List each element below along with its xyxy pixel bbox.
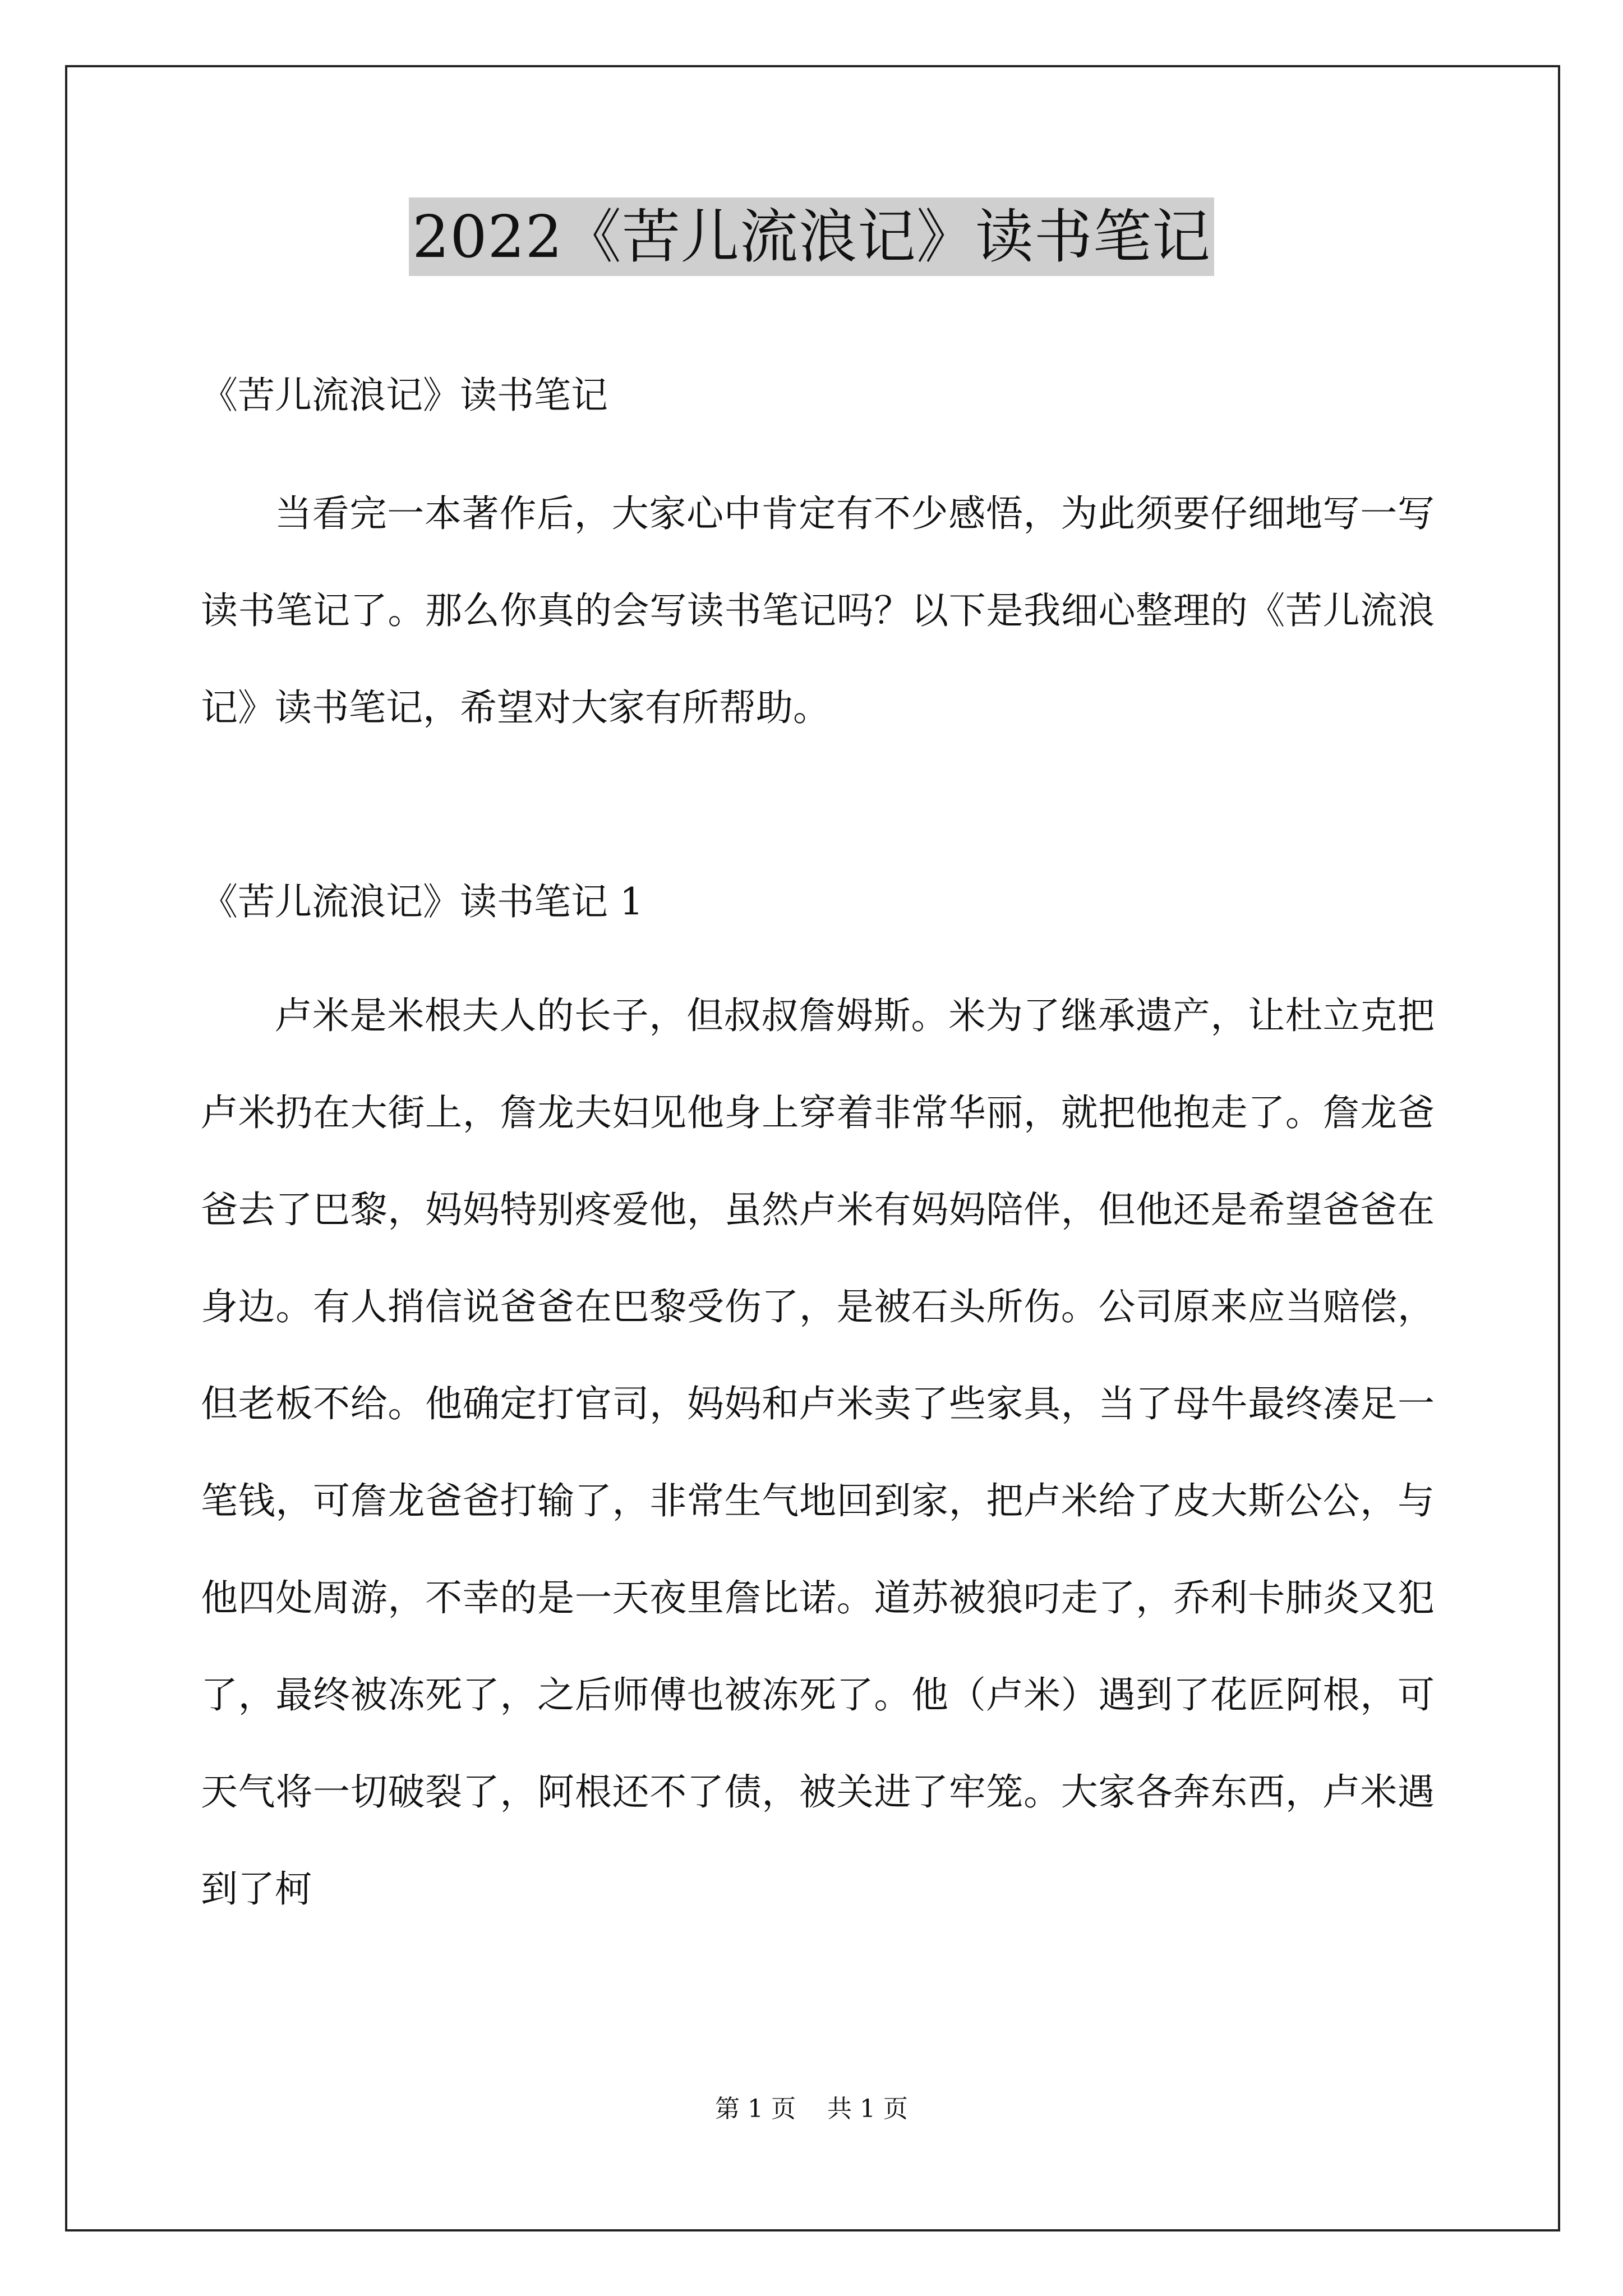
intro-paragraph: 当看完一本著作后，大家心中肯定有不少感悟，为此须要仔细地写一写读书笔记了。那么你真的会写读书笔记吗？以下是我细心整理的《苦儿流浪记》读书笔记，希望对大家有所帮助。 (201, 492, 1435, 729)
section-heading: 《苦儿流浪记》读书笔记 1 (201, 880, 643, 923)
page-footer: 第 1 页 共 1 页 (715, 2095, 908, 2123)
document-subtitle: 《苦儿流浪记》读书笔记 (201, 374, 608, 417)
title-container (0, 197, 1623, 276)
paragraph-gap (201, 756, 1435, 853)
document-body (201, 347, 1435, 1938)
section-paragraph: 卢米是米根夫人的长子，但叔叔詹姆斯。米为了继承遗产，让杜立克把卢米扔在大街上，詹龙夫妇见他身上穿着非常华丽，就把他抱走了。詹龙爸爸去了巴黎，妈妈特别疼爱他，虽然卢米有妈妈陪伴，但他还是希望爸爸在身边。有人捎信说爸爸在巴黎受伤了，是被石头所伤。公司原来应当赔偿，但老板不给。他确定打官司，妈妈和卢米卖了些家具，当了母牛最终凑足一笔钱，可詹龙爸爸打输了，非常生气地回到家，把卢米给了皮大斯公公，与他四处周游，不幸的是一天夜里詹比诺。道苏被狼叼走了，乔利卡肺炎又犯了，最终被冻死了，之后师傅也被冻死了。他（卢米）遇到了花匠阿根，可天气将一切破裂了，阿根还不了债，被关进了牢笼。大家各奔东西，卢米遇到了柯 (201, 994, 1435, 1911)
document-title: 2022《苦儿流浪记》读书笔记 (409, 197, 1214, 276)
